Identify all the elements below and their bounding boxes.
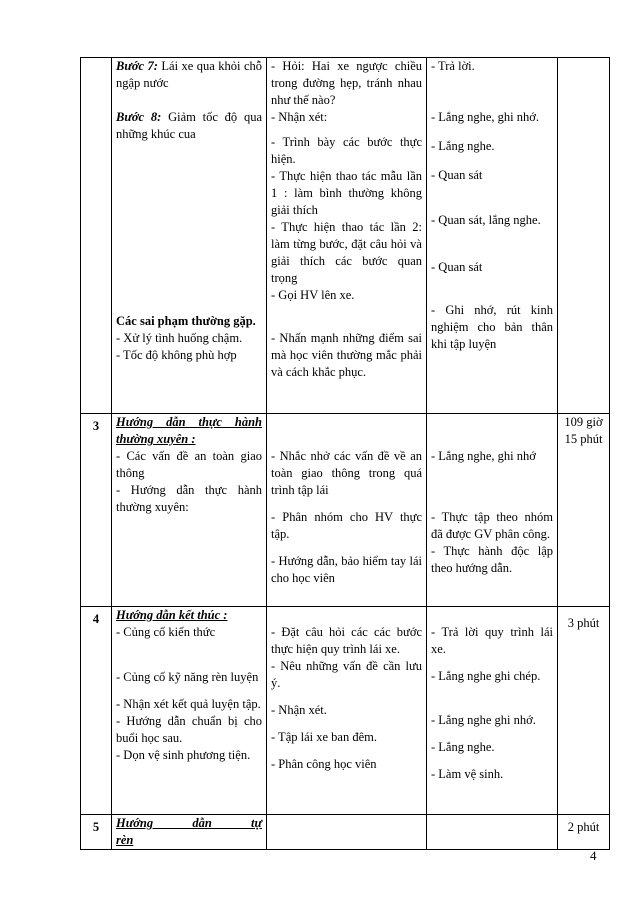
step-label: Bước 8: (116, 110, 162, 124)
content-cell (112, 815, 267, 850)
time-cell (558, 58, 610, 414)
list-item: - Phân công học viên (271, 757, 377, 771)
student-activity-cell (427, 414, 558, 607)
list-item: - Xử lý tình huống chậm. (116, 331, 243, 345)
list-item: - Hướng dẫn, bảo hiểm tay lái cho học viên (271, 554, 422, 585)
list-item: - Hướng dẫn chuẩn bị cho buổi học sau. (116, 714, 262, 745)
list-item: - Gọi HV lên xe. (271, 288, 355, 302)
teacher-activity-cell (267, 815, 427, 850)
content-cell (112, 607, 267, 815)
time-value: 109 giờ 15 phút (558, 414, 610, 607)
table-row (81, 607, 610, 815)
table-row (81, 414, 610, 607)
student-activity-cell (427, 607, 558, 815)
step-text: Giảm tốc độ qua những khúc cua (116, 110, 262, 141)
teacher-activity-cell (267, 58, 427, 414)
content-cell (112, 58, 267, 414)
student-activity-cell (427, 815, 558, 850)
list-item: - Nêu những vấn đề cần lưu ý. (271, 659, 422, 690)
page-number: 4 (590, 848, 597, 863)
table-row (81, 58, 610, 414)
list-item: - Củng cố kiến thức (116, 625, 216, 639)
step-number: 5 (81, 815, 112, 850)
list-item: - Tốc độ không phù hợp (116, 348, 237, 362)
list-item: - Quan sát, lắng nghe. (431, 213, 541, 227)
list-item: - Trả lời quy trình lái xe. (431, 625, 553, 656)
list-item: - Hướng dẫn thực hành thường xuyên: (116, 483, 262, 514)
list-item: - Đặt câu hỏi các các bước thực hiện quy trình lái xe. (271, 625, 422, 656)
list-item: - Các vấn đề an toàn giao thông (116, 449, 262, 480)
section-heading: Hướng dẫn tự rèn (116, 816, 262, 847)
table-row (81, 815, 610, 850)
list-item: - Lắng nghe. (431, 139, 495, 153)
list-item: - Hỏi: Hai xe ngược chiều trong đường hẹp, tránh nhau như thế nào? (271, 59, 422, 107)
list-item: - Trình bày các bước thực hiện. (271, 135, 422, 166)
list-item: - Tập lái xe ban đêm. (271, 730, 377, 744)
step-label: Bước 7: (116, 59, 158, 73)
list-item: - Lắng nghe ghi nhớ. (431, 713, 536, 727)
lesson-plan-table (80, 57, 610, 850)
list-item: - Thực hành độc lập theo hướng dẫn. (431, 544, 553, 575)
list-item: - Nhắc nhở các vấn đề về an toàn giao thông trong quá trình tập lái (271, 449, 422, 497)
time-value: 2 phút (558, 815, 610, 850)
list-item: - Nhấn mạnh những điểm sai mà học viên thường mắc phải và cách khắc phục. (271, 331, 422, 379)
step-number: 3 (81, 414, 112, 607)
step-text: Lái xe qua khỏi chỗ ngập nước (116, 59, 262, 90)
content-cell (112, 414, 267, 607)
list-item: - Ghi nhớ, rút kinh nghiệm cho bản thân khi tập luyện (431, 303, 553, 351)
list-item: - Lắng nghe, ghi nhớ. (431, 110, 539, 124)
section-heading: Các sai phạm thường gặp. (116, 314, 256, 328)
step-number: 4 (81, 607, 112, 815)
list-item: - Thực hiện thao tác mẫu lần 1 : làm bình thường không giải thích (271, 169, 422, 217)
step-number-cell (81, 58, 112, 414)
list-item: - Làm vệ sinh. (431, 767, 504, 781)
list-item: - Quan sát (431, 168, 483, 182)
list-item: - Thực hiện thao tác lần 2: làm từng bước, đặt câu hỏi và giải thích các bước quan trọng (271, 220, 422, 285)
list-item: - Lắng nghe ghi chép. (431, 669, 541, 683)
list-item: - Lắng nghe. (431, 740, 495, 754)
list-item: - Quan sát (431, 260, 483, 274)
list-item: - Phân nhóm cho HV thực tập. (271, 510, 422, 541)
time-value: 3 phút (558, 607, 610, 815)
list-item: - Nhận xét: (271, 110, 328, 124)
student-activity-cell (427, 58, 558, 414)
section-heading: Hướng dẫn kết thúc : (116, 608, 228, 622)
list-item: - Dọn vệ sinh phương tiện. (116, 748, 251, 762)
section-heading: Hướng dẫn thực hành thường xuyên : (116, 415, 262, 446)
list-item: - Nhận xét kết quả luyện tập. (116, 697, 261, 711)
list-item: - Nhận xét. (271, 703, 327, 717)
list-item: - Trả lời. (431, 59, 475, 73)
teacher-activity-cell (267, 607, 427, 815)
teacher-activity-cell (267, 414, 427, 607)
list-item: - Lắng nghe, ghi nhớ (431, 449, 536, 463)
list-item: - Thực tập theo nhóm đã được GV phân công. (431, 510, 553, 541)
list-item: - Củng cố kỹ năng rèn luyện (116, 670, 259, 684)
